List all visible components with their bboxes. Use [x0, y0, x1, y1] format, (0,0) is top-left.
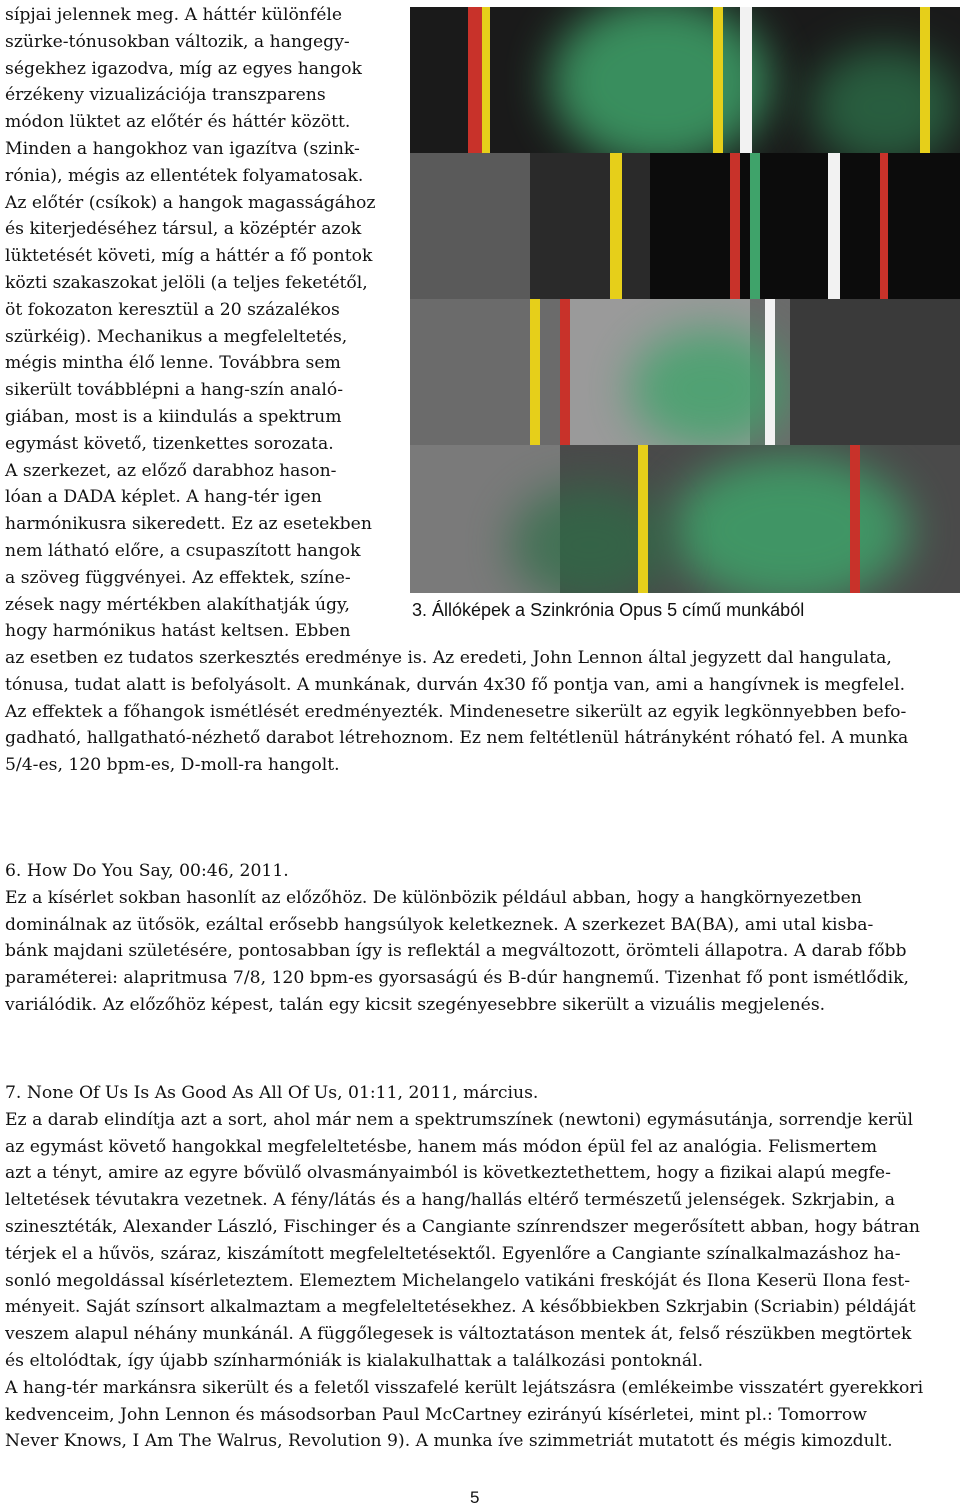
text-line: sikerült továbblépni a hang-szín analó-: [5, 380, 344, 401]
text-line: mégis mintha élő lenne. Továbbra sem: [5, 353, 341, 374]
text-line: veszem alapul néhány munkánál. A függőlegesek is változtatáson mentek át, felső részükben megtörtek: [5, 1324, 912, 1345]
text-line: nem látható előre, a csupaszított hangok: [5, 540, 361, 561]
text-line: az esetben ez tudatos szerkesztés eredménye is. Az eredeti, John Lennon által jegyzett dal hangulata,: [5, 648, 892, 668]
text-line: és kiterjedéséhez társul, a középtér azok: [5, 219, 362, 240]
text-line: Ez a darab elindítja azt a sort, ahol már nem a spektrumszínek (newtoni) egymásutánja, sorrendje kerül: [5, 1109, 914, 1130]
still-frame-1: [410, 7, 960, 153]
still-frame-4: [410, 445, 960, 593]
section-6-heading: 6. How Do You Say, 00:46, 2011.: [5, 861, 289, 881]
text-line: gadható, hallgatható-nézhető darabot létrehoznom. Ez nem feltétlenül hátrányként róható fel. A munka: [5, 728, 909, 749]
text-line: 5/4-es, 120 bpm-es, D-moll-ra hangolt.: [5, 755, 340, 776]
text-line: térjek el a hűvös, száraz, kiszámított megfeleltetésektől. Egyenlőre a Cangiante színalkalmazáshoz ha-: [5, 1243, 901, 1264]
section-7: [5, 1080, 957, 1455]
text-line: szürkéig). Mechanikus a megfeleltetés,: [5, 326, 348, 347]
text-line: variálódik. Az előzőhöz képest, talán egy kicsit szegényesebbre sikerült a vizuális megjelenés.: [5, 994, 826, 1015]
still-frame-2: [410, 153, 960, 299]
text-line: Never Knows, I Am The Walrus, Revolution 9). A munka íve szimmetriát mutatott és mégis kimozdult.: [5, 1431, 893, 1452]
still-frame-3: [410, 299, 960, 445]
text-line: tónusa, tudat alatt is befolyásolt. A munkának, durván 4x30 fő pontja van, ami a hangívnek is megfelel.: [5, 674, 906, 695]
side-column-text: [5, 2, 393, 645]
text-line: érzékeny vizualizációja transzparens: [5, 85, 326, 106]
text-line: közti szakaszokat jelöli (a teljes feketétől,: [5, 272, 368, 293]
text-line: és eltolódtak, így újabb színharmóniák is kialakulhattak a találkozási pontoknál.: [5, 1350, 704, 1371]
text-line: paraméterei: alapritmusa 7/8, 120 bpm-es gyorsaságú és B-dúr hangnemű. Tizenhat fő pont ismétlődik,: [5, 968, 909, 989]
text-line: A szerkezet, az előző darabhoz hason-: [5, 460, 337, 481]
section-7-heading: 7. None Of Us Is As Good As All Of Us, 01:11, 2011, március.: [5, 1083, 539, 1103]
text-line: harmónikusra sikeredett. Ez az esetekben: [5, 514, 372, 535]
text-line: ségekhez igazodva, míg az egyes hangok: [5, 58, 362, 79]
text-line: dominálnak az ütősök, ezáltal erősebb hangsúlyok keletkeznek. A szerkezet BA(BA), ami utal kisba-: [5, 914, 874, 935]
text-line: lüktetését követi, míg a háttér a fő pontok: [5, 246, 373, 267]
text-line: egymást követő, tizenkettes sorozata.: [5, 433, 334, 454]
section-6: [5, 858, 957, 1019]
text-line: leltetések tévutakra vezetnek. A fény/látás és a hang/hallás eltérő természetű jelenségek. Szkrjabin, a: [5, 1190, 896, 1211]
text-line: a szöveg függvényei. Az effektek, színe-: [5, 567, 351, 588]
text-line: azt a tényt, amire az egyre bővülő olvasmányaimból is következtethettem, hogy a fizikai alapú megfe-: [5, 1163, 891, 1184]
continuation-paragraph: [5, 645, 957, 779]
text-line: Minden a hangokhoz van igazítva (szink-: [5, 138, 360, 159]
text-line: sonló megoldással kísérleteztem. Elemeztem Michelangelo vatikáni freskóját és Ilona Keserü Ilona fest-: [5, 1270, 910, 1291]
text-line: szürke-tónusokban változik, a hangegy-: [5, 31, 350, 52]
text-line: bánk majdani születésére, pontosabban így is reflektál a megváltozott, örömteli állapotra. A darab főbb: [5, 941, 907, 962]
stills-figure: [410, 7, 960, 593]
text-line: öt fokozaton keresztül a 20 százalékos: [5, 299, 340, 320]
text-line: módon lüktet az előtér és háttér között.: [5, 112, 351, 133]
text-line: az egymást követő hangokkal megfeleltetésbe, hanem más módon épül fel az analógia. Felismertem: [5, 1136, 878, 1157]
text-line: rónia), mégis az ellentétek folyamatosak.: [5, 165, 364, 186]
text-line: ményeit. Saját színsort alkalmaztam a megfeleltetésekhez. A későbbiekben Szkrjabin (Scriabin) példáját: [5, 1297, 916, 1318]
text-line: zések nagy mértékben alakíthatják úgy,: [5, 594, 350, 615]
text-line: lóan a DADA képlet. A hang-tér igen: [5, 487, 322, 508]
text-line: giában, most is a kiindulás a spektrum: [5, 406, 342, 427]
page-number: 5: [470, 1488, 480, 1507]
text-line: hogy harmónikus hatást keltsen. Ebben: [5, 621, 351, 642]
text-line: kedvenceim, John Lennon és másodsorban Paul McCartney ezirányú kísérletei, mint pl.: Tomorrow: [5, 1404, 867, 1425]
text-line: Az effektek a főhangok ismétlését eredményezték. Mindenesetre sikerült az egyik legkönnyebben befo-: [5, 701, 907, 722]
text-line: Az előtér (csíkok) a hangok magasságához: [5, 192, 376, 213]
text-line: sípjai jelennek meg. A háttér különféle: [5, 5, 343, 25]
figure-caption: 3. Állóképek a Szinkrónia Opus 5 című munkából: [412, 600, 805, 620]
text-line: A hang-tér markánsra sikerült és a feletől visszafelé került lejátszásra (emlékeimbe visszatért gyerekkori: [5, 1377, 924, 1398]
text-line: Ez a kísérlet sokban hasonlít az előzőhöz. De különbözik például abban, hogy a hangkörnyezetben: [5, 887, 862, 908]
text-line: szinesztéták, Alexander László, Fischinger és a Cangiante színrendszer megerősített abban, hogy bátran: [5, 1216, 920, 1237]
